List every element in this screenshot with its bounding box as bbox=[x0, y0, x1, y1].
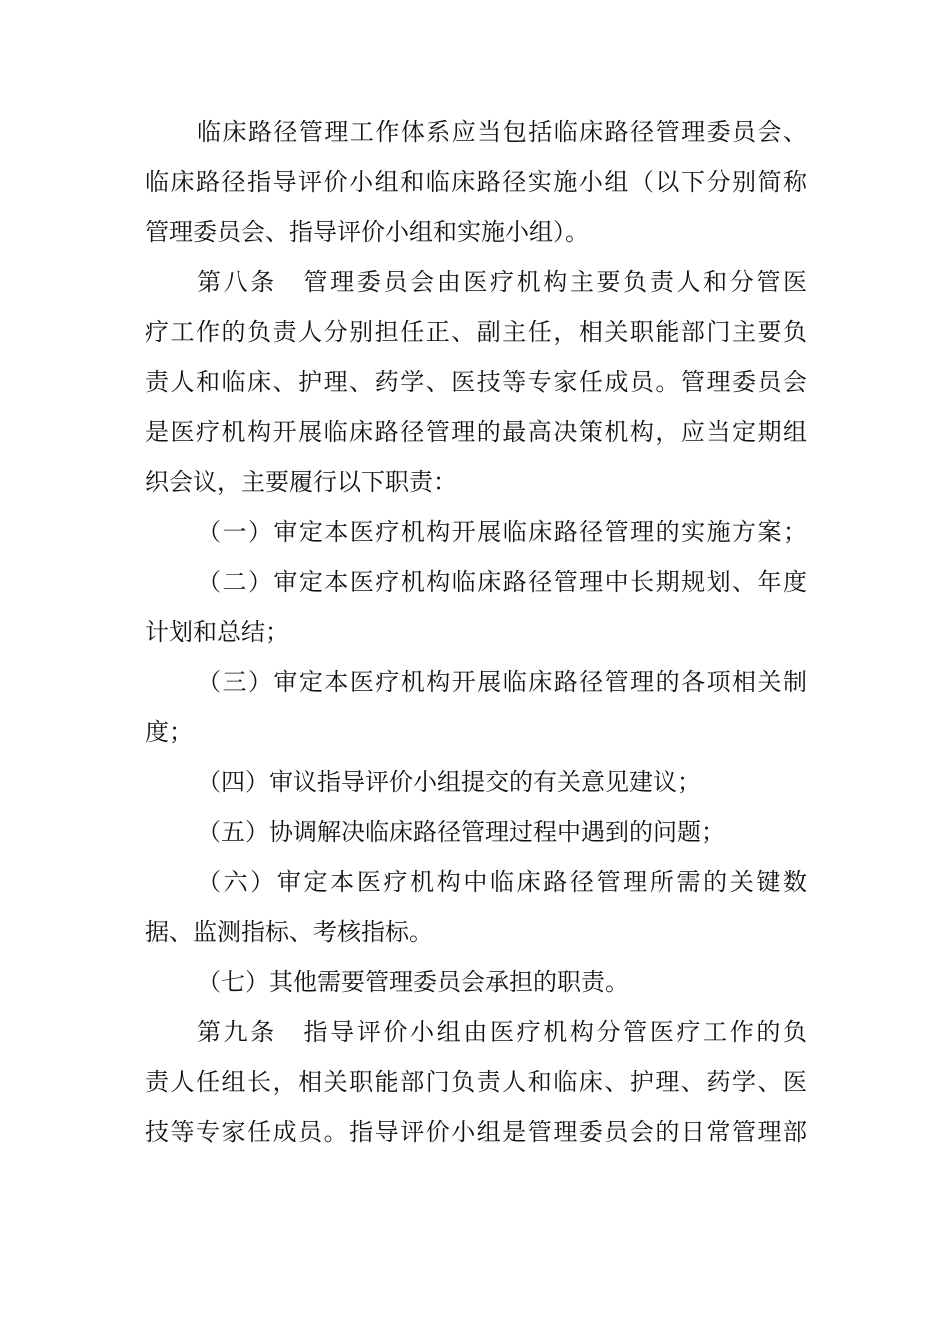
list-item-1: （一）审定本医疗机构开展临床路径管理的实施方案； bbox=[197, 518, 807, 546]
text-line: 临床路径管理工作体系应当包括临床路径管理委员会、 bbox=[197, 118, 807, 146]
text-line: 据、监测指标、考核指标。 bbox=[145, 918, 433, 946]
list-item-7: （七）其他需要管理委员会承担的职责。 bbox=[197, 968, 629, 996]
article-8-heading-line: 第八条 管理委员会由医疗机构主要负责人和分管医 bbox=[197, 268, 807, 296]
text-line: 疗工作的负责人分别担任正、副主任，相关职能部门主要负 bbox=[145, 318, 807, 346]
list-item-4: （四）审议指导评价小组提交的有关意见建议； bbox=[197, 768, 701, 796]
text-line: 是医疗机构开展临床路径管理的最高决策机构，应当定期组 bbox=[145, 418, 807, 446]
text-line: 织会议，主要履行以下职责： bbox=[145, 468, 457, 496]
text-line: 度； bbox=[145, 718, 193, 746]
text-line: 技等专家任成员。指导评价小组是管理委员会的日常管理部 bbox=[145, 1118, 807, 1146]
list-item-2: （二）审定本医疗机构临床路径管理中长期规划、年度 bbox=[197, 568, 807, 596]
list-item-5: （五）协调解决临床路径管理过程中遇到的问题； bbox=[197, 818, 725, 846]
text-line: 临床路径指导评价小组和临床路径实施小组（以下分别简称 bbox=[145, 168, 807, 196]
text-line: 责人任组长，相关职能部门负责人和临床、护理、药学、医 bbox=[145, 1068, 807, 1096]
text-line: 计划和总结； bbox=[145, 618, 289, 646]
text-line: 责人和临床、护理、药学、医技等专家任成员。管理委员会 bbox=[145, 368, 807, 396]
list-item-3: （三）审定本医疗机构开展临床路径管理的各项相关制 bbox=[197, 668, 807, 696]
article-9-heading-line: 第九条 指导评价小组由医疗机构分管医疗工作的负 bbox=[197, 1018, 807, 1046]
text-line: 管理委员会、指导评价小组和实施小组）。 bbox=[145, 218, 589, 246]
list-item-6: （六）审定本医疗机构中临床路径管理所需的关键数 bbox=[197, 868, 807, 896]
